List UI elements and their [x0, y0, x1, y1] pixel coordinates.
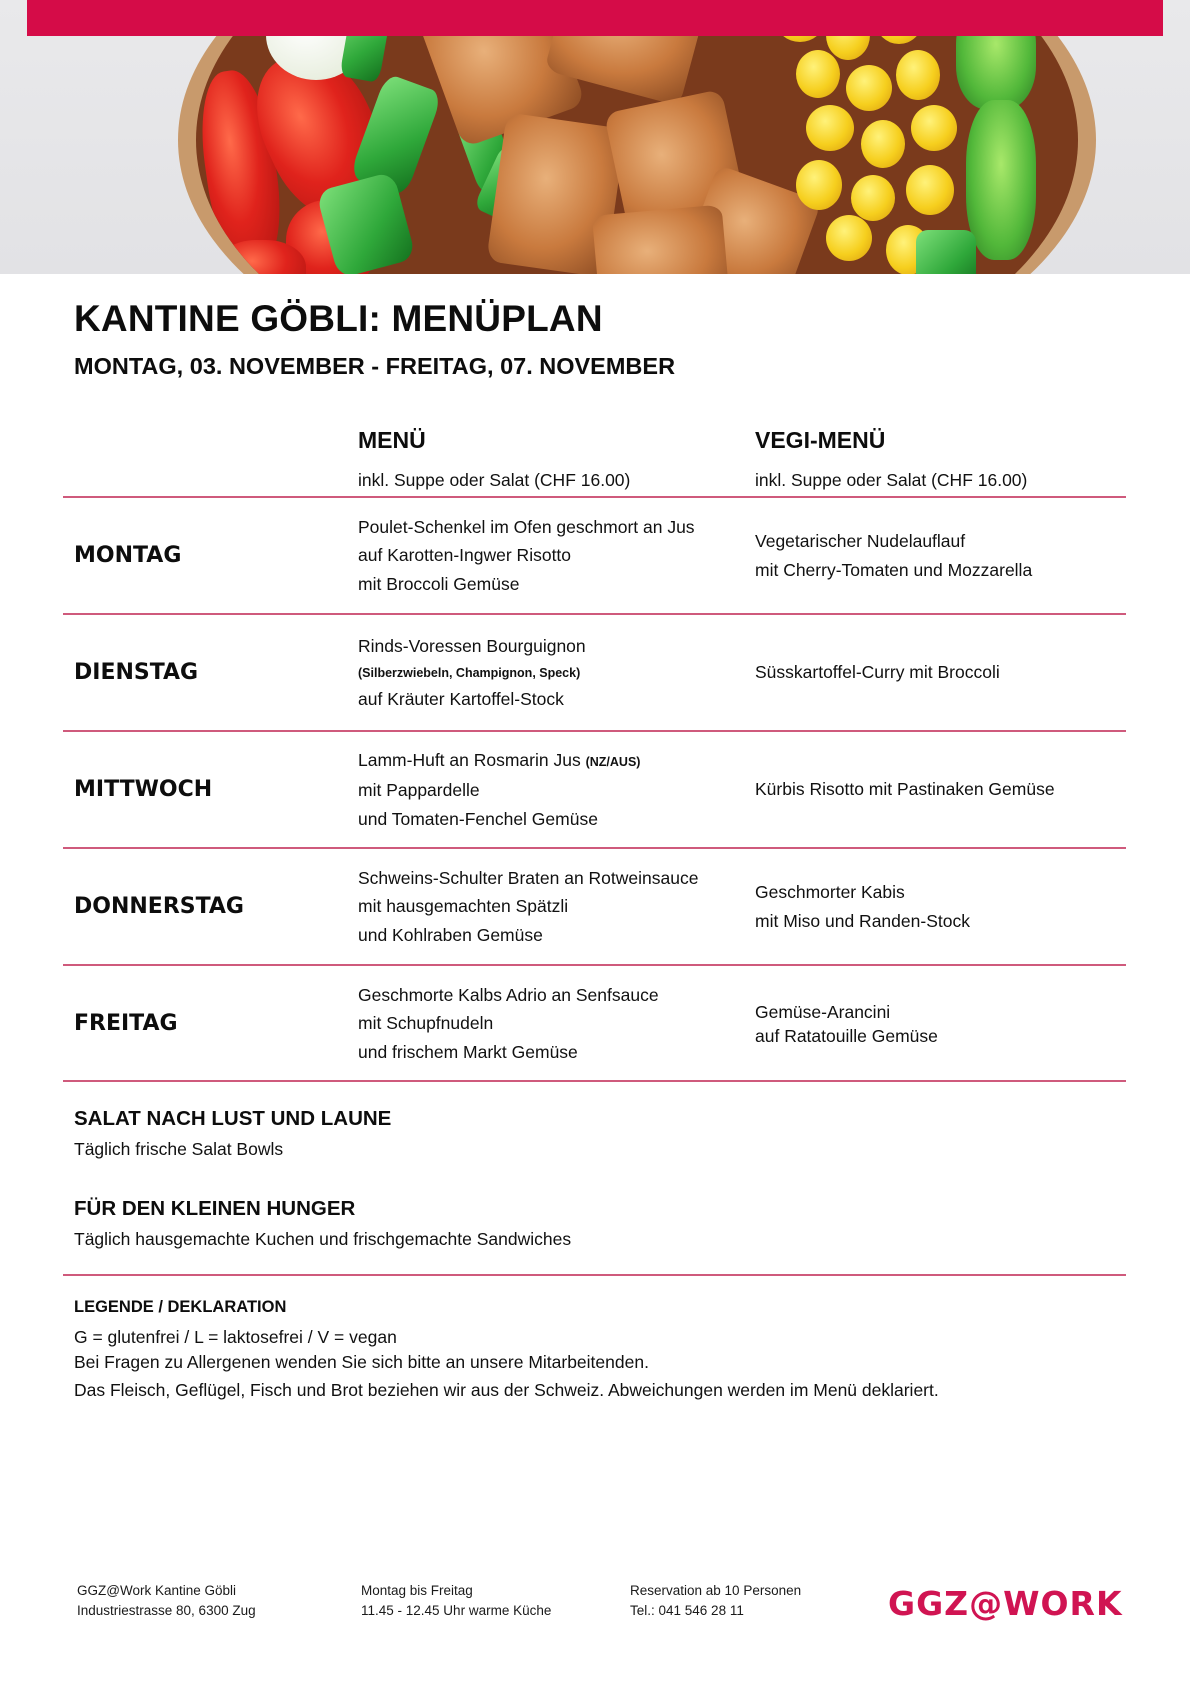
dish-line: Vegetarischer Nudelauflauf: [755, 531, 966, 551]
menu-dish: [358, 732, 738, 847]
dish-line: auf Karotten-Ingwer Risotto: [358, 545, 572, 566]
dish-line: mit Schupfnudeln: [358, 1013, 494, 1034]
dish-line: und Kohlraben Gemüse: [358, 924, 543, 945]
page-title: KANTINE GÖBLI: MENÜPLAN: [74, 298, 603, 339]
day-label: MITTWOCH: [74, 777, 213, 802]
legend-line: Das Fleisch, Geflügel, Fisch und Brot beziehen wir aus der Schweiz. Abweichungen werden im Menü deklariert.: [74, 1380, 939, 1400]
divider: [63, 1080, 1126, 1082]
dish-text: Lamm-Huft an Rosmarin Jus: [358, 749, 581, 770]
footer-line: 11.45 - 12.45 Uhr warme Küche: [361, 1603, 552, 1618]
vegi-dish: [755, 966, 1135, 1081]
dish-line: Geschmorte Kalbs Adrio an Senfsauce: [358, 984, 659, 1005]
column-header-vegi: VEGI-MENÜ: [755, 427, 886, 453]
section-text-salad: Täglich frische Salat Bowls: [74, 1139, 284, 1159]
dish-line: auf Ratatouille Gemüse: [755, 1025, 938, 1046]
dish-line: mit Miso und Randen-Stock: [755, 910, 970, 931]
legend-heading: LEGENDE / DEKLARATION: [74, 1298, 287, 1316]
dish-line: Süsskartoffel-Curry mit Broccoli: [755, 662, 1000, 683]
footer-line: GGZ@Work Kantine Göbli: [77, 1583, 237, 1598]
vegi-dish: [755, 732, 1135, 847]
dish-line: und frischem Markt Gemüse: [358, 1041, 578, 1062]
dish-line: auf Kräuter Kartoffel-Stock: [358, 688, 564, 709]
dish-line: Kürbis Risotto mit Pastinaken Gemüse: [755, 779, 1055, 800]
column-price-vegi: inkl. Suppe oder Salat (CHF 16.00): [755, 470, 1028, 490]
section-heading-snacks: FÜR DEN KLEINEN HUNGER: [74, 1197, 356, 1220]
dish-line: Schweins-Schulter Braten an Rotweinsauce: [358, 867, 699, 888]
dish-note: (Silberzwiebeln, Champignon, Speck): [358, 665, 581, 680]
section-text-snacks: Täglich hausgemachte Kuchen und frischgemachte Sandwiches: [74, 1229, 572, 1249]
menu-row-wednesday: [0, 732, 1190, 847]
bowl-graphic: [178, 0, 1096, 274]
vegi-dish: [755, 615, 1135, 730]
dish-origin-note: (NZ/AUS): [585, 754, 641, 769]
dish-line: mit Pappardelle: [358, 780, 480, 801]
footer-line: Montag bis Freitag: [361, 1583, 473, 1598]
menu-row-tuesday: [0, 615, 1190, 730]
footer-reservation: [630, 1581, 801, 1621]
dish-line: mit hausgemachten Spätzli: [358, 896, 569, 917]
dish-line: Rinds-Voressen Bourguignon: [358, 636, 586, 656]
dish-line: mit Cherry-Tomaten und Mozzarella: [755, 559, 1033, 580]
top-accent-band: [27, 0, 1163, 36]
day-label: DIENSTAG: [74, 660, 199, 685]
dish-line: [358, 746, 738, 777]
footer-phone: Tel.: 041 546 28 11: [630, 1603, 744, 1618]
vegi-dish: [755, 498, 1135, 613]
dish-line: Gemüse-Arancini: [755, 1001, 891, 1022]
menu-row-friday: [0, 966, 1190, 1081]
section-heading-salad: SALAT NACH LUST UND LAUNE: [74, 1107, 392, 1130]
dish-line: mit Broccoli Gemüse: [358, 573, 520, 594]
dish-line: und Tomaten-Fenchel Gemüse: [358, 808, 598, 829]
hero-food-image: [0, 0, 1190, 274]
day-label: FREITAG: [74, 1011, 178, 1036]
footer-address: [77, 1581, 256, 1621]
menu-dish: [358, 498, 738, 613]
day-label: MONTAG: [74, 543, 182, 568]
menu-row-monday: [0, 498, 1190, 613]
divider: [63, 1274, 1126, 1276]
footer-line: Industriestrasse 80, 6300 Zug: [77, 1603, 256, 1618]
footer-hours: [361, 1581, 551, 1621]
menu-dish: [358, 615, 738, 730]
menu-dish: [358, 849, 738, 964]
legend-line: G = glutenfrei / L = laktosefrei / V = vegan: [74, 1327, 397, 1347]
dish-line: Geschmorter Kabis: [755, 882, 905, 902]
column-price-menu: inkl. Suppe oder Salat (CHF 16.00): [358, 470, 631, 490]
footer-line: Reservation ab 10 Personen: [630, 1583, 802, 1598]
ggz-work-logo: GGZ@WORK: [888, 1584, 1123, 1623]
day-label: DONNERSTAG: [74, 894, 244, 919]
column-header-menu: MENÜ: [358, 427, 426, 453]
menu-dish: [358, 966, 738, 1081]
legend-line: Bei Fragen zu Allergenen wenden Sie sich bitte an unsere Mitarbeitenden.: [74, 1352, 649, 1372]
date-range-subtitle: MONTAG, 03. NOVEMBER - FREITAG, 07. NOVEMBER: [74, 353, 676, 379]
dish-line: Poulet-Schenkel im Ofen geschmort an Jus: [358, 516, 695, 537]
menu-row-thursday: [0, 849, 1190, 964]
vegi-dish: [755, 849, 1135, 964]
